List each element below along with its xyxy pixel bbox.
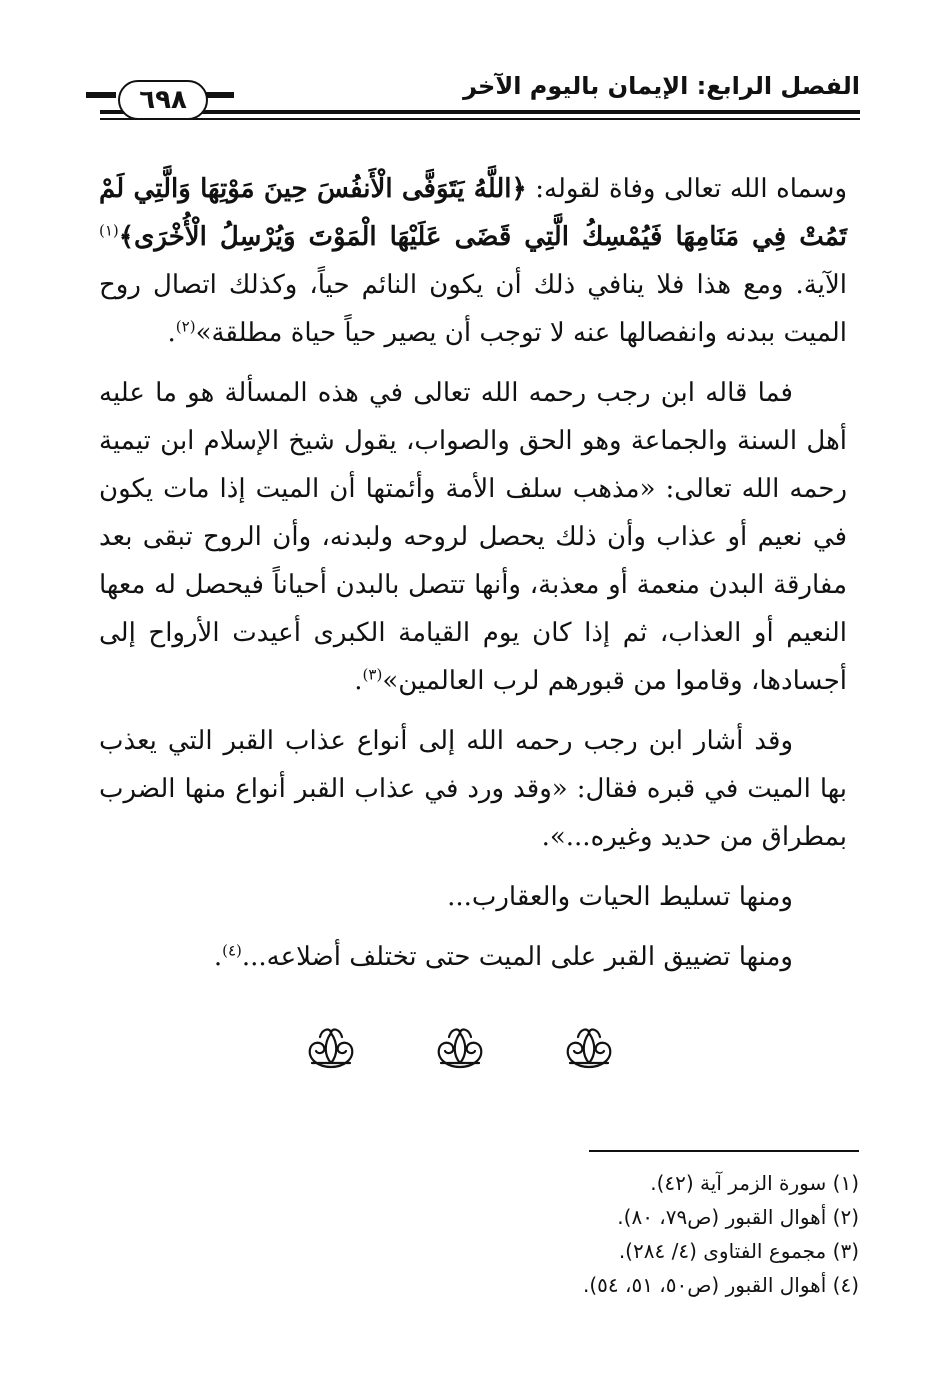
header-rule-thin [100,118,860,120]
footnote-ref-1: (١) [99,221,119,240]
p2-end: . [354,666,363,696]
floral-ornament-icon [429,1023,491,1073]
p5-body: ومنها تضييق القبر على الميت حتى تختلف أضلاعه... [241,942,793,972]
footnote-divider [589,1150,859,1152]
paragraph-3: وقد أشار ابن رجب رحمه الله إلى أنواع عذاب القبر التي يعذب بها الميت في قبره فقال: «وقد ورد في عذاب القبر أنواع منها الضرب بمطراق من حديد وغيره...». [99,726,847,852]
section-ornaments [300,1018,620,1078]
p1-end: . [167,318,176,348]
paragraph-4: ومنها تسليط الحيات والعقارب... [447,882,793,912]
chapter-title: الفصل الرابع: الإيمان باليوم الآخر [463,72,860,100]
footnote-2: (٢) أهوال القبور (ص٧٩، ٨٠). [617,1205,859,1229]
paragraph-1 [99,165,847,357]
paragraph-5 [99,933,847,981]
p1-intro: وسماه الله تعالى وفاة لقوله: [526,174,848,204]
page-number: ٦٩٨ [118,80,208,120]
header-rule-thick [100,110,860,114]
floral-ornament-icon [300,1023,362,1073]
footnotes [259,1166,859,1302]
footnote-ref-2: (٢) [175,317,196,336]
footnote-1: (١) سورة الزمر آية (٤٢). [650,1171,859,1195]
badge-line-left [86,92,116,98]
quran-verse: ﴿اللَّهُ يَتَوَفَّى الْأَنفُسَ حِينَ مَوْتِهَا وَالَّتِي لَمْ تَمُتْ فِي مَنَامِهَا فَيُمْسِكُ الَّتِي قَضَى عَلَيْهَا الْمَوْتَ وَيُرْسِلُ الْأُخْرَى﴾ [99,174,847,252]
main-text [99,165,847,993]
p2-body: فما قاله ابن رجب رحمه الله تعالى في هذه المسألة هو ما عليه أهل السنة والجماعة وهو الحق والصواب، يقول شيخ الإسلام ابن تيمية رحمه الله تعالى: «مذهب سلف الأمة وأئمتها أن الميت إذا مات يكون في نعيم أو عذاب وأن ذلك يحصل لروحه ولبدنه، وأن الروح تبقى بعد مفارقة البدن منعمة أو معذبة، وأنها تتصل بالبدن أحياناً فيحصل له معها النعيم أو العذاب، ثم إذا كان يوم القيامة الكبرى أعيدت الأرواح إلى أجسادها، وقاموا من قبورهم لرب العالمين» [99,378,847,696]
p5-end: . [213,942,223,972]
floral-ornament-icon [558,1023,620,1073]
p1-body: الآية. ومع هذا فلا ينافي ذلك أن يكون النائم حياً، وكذلك اتصال روح الميت ببدنه وانفصالها عنه لا توجب أن يصير حياً حياة مطلقة» [99,270,847,348]
footnote-4: (٤) أهوال القبور (ص٥٠، ٥١، ٥٤). [583,1273,859,1297]
page-header [100,72,860,132]
paragraph-2 [99,369,847,705]
footnote-ref-4: (٤) [222,941,242,960]
footnote-ref-3: (٣) [362,665,383,684]
badge-line-right [204,92,234,98]
footnote-3: (٣) مجموع الفتاوى (٤/ ٢٨٤). [618,1239,859,1263]
